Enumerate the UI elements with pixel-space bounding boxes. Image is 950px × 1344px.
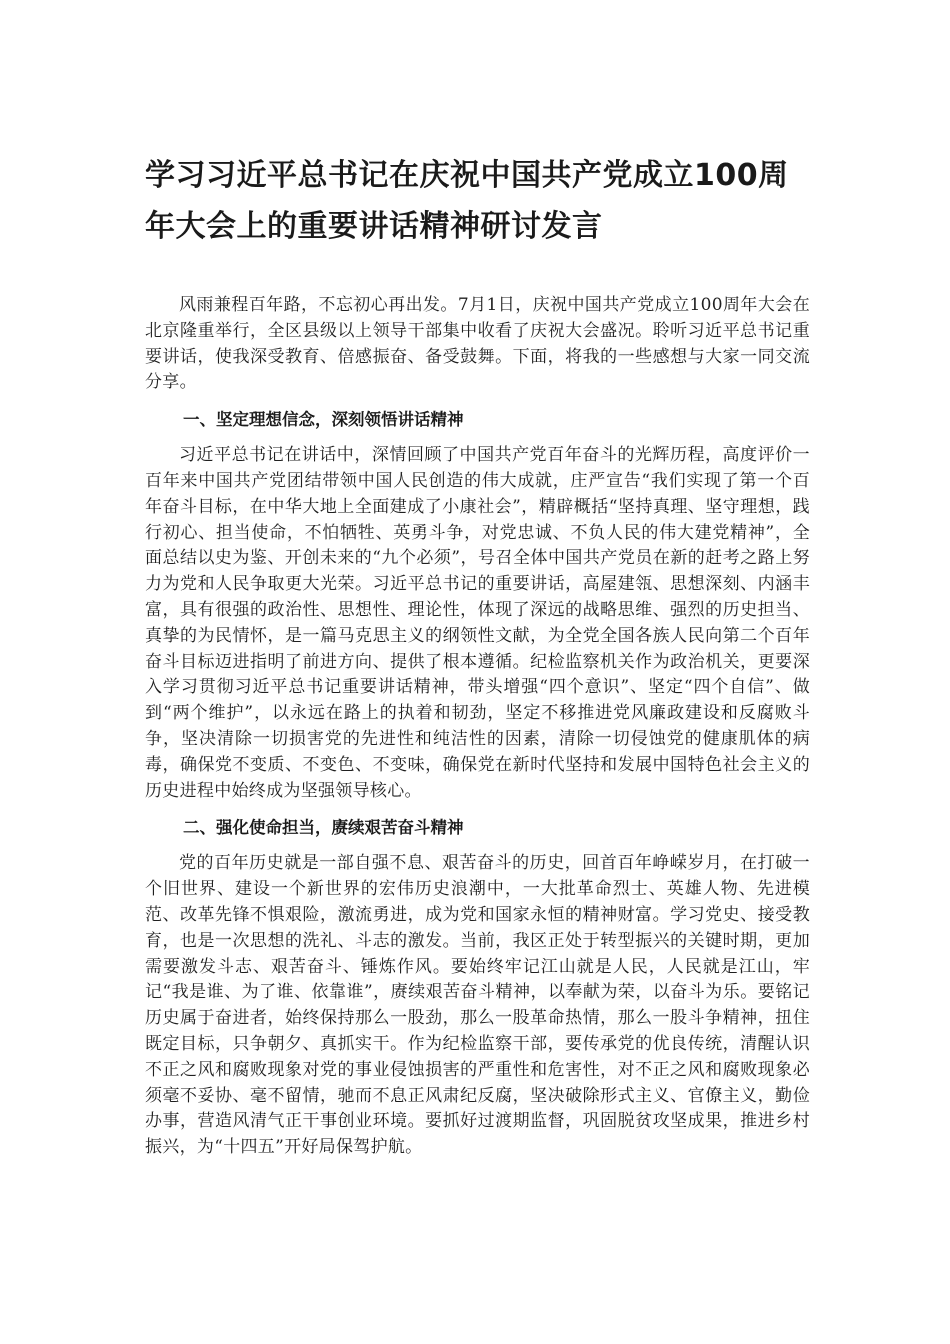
section-1-paragraph: 习近平总书记在讲话中，深情回顾了中国共产党百年奋斗的光辉历程，高度评价一百年来中国共产党团结带领中国人民创造的伟大成就，庄严宣告“我们实现了第一个百年奋斗目标，在中华大地上全面建成了小康社会”，精辟概括“坚持真理、坚守理想，践行初心、担当使命，不怕牺牲、英勇斗争，对党忠诚、不负人民的伟大建党精神”，全面总结以史为鉴、开创未来的“九个必须”，号召全体中国共产党员在新的赶考之路上努力为党和人民争取更大光荣。习近平总书记的重要讲话，高屋建瓴、思想深刻、内涵丰富，具有很强的政治性、思想性、理论性，体现了深远的战略思维、强烈的历史担当、真挚的为民情怀，是一篇马克思主义的纲领性文献，为全党全国各族人民向第二个百年奋斗目标迈进指明了前进方向、提供了根本遵循。纪检监察机关作为政治机关，更要深入学习贯彻习近平总书记重要讲话精神，带头增强“四个意识”、坚定“四个自信”、做到“两个维护”，以永远在路上的执着和韧劲，坚定不移推进党风廉政建设和反腐败斗争，坚决清除一切损害党的先进性和纯洁性的因素，清除一切侵蚀党的健康肌体的病毒，确保党不变质、不变色、不变味，确保党在新时代坚持和发展中国特色社会主义的历史进程中始终成为坚强领导核心。	[145, 445, 810, 801]
section-2-paragraph: 党的百年历史就是一部自强不息、艰苦奋斗的历史，回首百年峥嵘岁月，在打破一个旧世界、建设一个新世界的宏伟历史浪潮中，一大批革命烈士、英雄人物、先进模范、改革先锋不惧艰险，激流勇进，成为党和国家永恒的精神财富。学习党史、接受教育，也是一次思想的洗礼、斗志的激发。当前，我区正处于转型振兴的关键时期，更加需要激发斗志、艰苦奋斗、锤炼作风。要始终牢记江山就是人民，人民就是江山，牢记“我是谁、为了谁、依靠谁”，赓续艰苦奋斗精神，以奉献为荣，以奋斗为乐。要铭记历史属于奋进者，始终保持那么一股劲，那么一股革命热情，那么一股斗争精神，扭住既定目标，只争朝夕、真抓实干。作为纪检监察干部，要传承党的优良传统，清醒认识不正之风和腐败现象对党的事业侵蚀损害的严重性和危害性，对不正之风和腐败现象必须毫不妥协、毫不留情，驰而不息正风肃纪反腐，坚决破除形式主义、官僚主义，勤俭办事，营造风清气正干事创业环境。要抓好过渡期监督，巩固脱贫攻坚成果，推进乡村振兴，为“十四五”开好局保驾护航。	[145, 853, 810, 1158]
intro-paragraph: 风雨兼程百年路，不忘初心再出发。7月1日，庆祝中国共产党成立100周年大会在北京隆重举行，全区县级以上领导干部集中收看了庆祝大会盛况。聆听习近平总书记重要讲话，使我深受教育、倍感振奋、备受鼓舞。下面，将我的一些感想与大家一同交流分享。	[145, 295, 810, 393]
section-1-heading: 一、坚定理想信念，深刻领悟讲话精神	[182, 410, 464, 430]
document-title: 学习习近平总书记在庆祝中国共产党成立100周年大会上的重要讲话精神研讨发言	[145, 158, 789, 244]
document-body	[145, 293, 810, 1161]
section-2-heading: 二、强化使命担当，赓续艰苦奋斗精神	[182, 818, 464, 838]
